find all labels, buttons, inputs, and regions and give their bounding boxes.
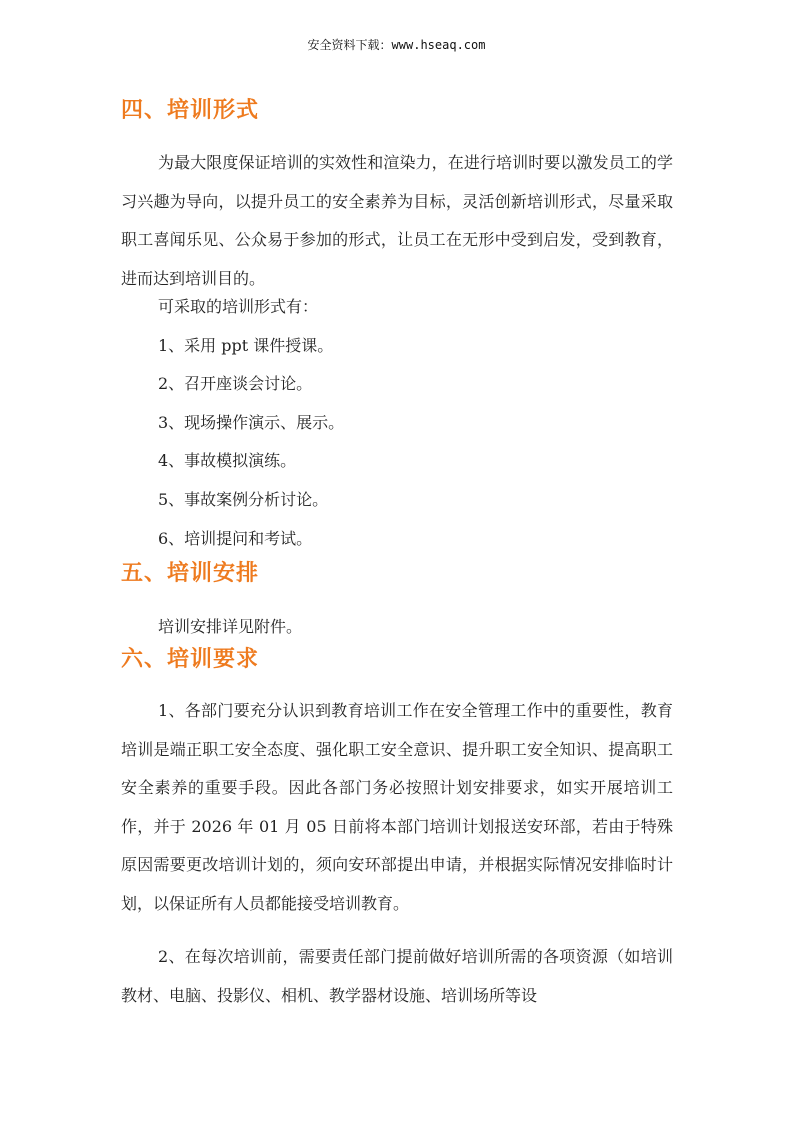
training-form-item-4: 4、事故模拟演练。 [158, 451, 297, 470]
page-header [0, 37, 793, 53]
section-6-heading: 六、培训要求 [121, 647, 260, 672]
training-form-item-1: 1、采用 ppt 课件授课。 [158, 336, 334, 355]
training-forms-title: 可采取的培训形式有： [158, 297, 319, 316]
section-4-heading: 四、培训形式 [121, 98, 260, 123]
section-6-para-2: 2、在每次培训前，需要责任部门提前做好培训所需的各项资源（如培训教材、电脑、投影仪、相机、教学器材设施、培训场所等设 [121, 947, 673, 1005]
training-form-item-6: 6、培训提问和考试。 [158, 529, 313, 548]
section-5-text: 培训安排详见附件。 [158, 617, 303, 636]
header-url[interactable]: www.hseaq.com [391, 38, 486, 52]
section-6-para-1: 1、各部门要充分认识到教育培训工作在安全管理工作中的重要性，教育培训是端正职工安全态度、强化职工安全意识、提升职工安全知识、提高职工安全素养的重要手段。因此各部门务必按照计划安排要求，如实开展培训工作，并于 2026 年 01 月 05 日前将本部门培训计划报送安环部，若由于特殊原因需要更改培训计划的，须向安环部提出申请，并根据实际情况安排临时计划，以保证所有人员都能接受培训教育。 [121, 701, 673, 913]
training-form-item-2: 2、召开座谈会讨论。 [158, 374, 313, 393]
header-label: 安全资料下载： [307, 38, 392, 52]
training-form-item-5: 5、事故案例分析讨论。 [158, 490, 329, 509]
section-5-heading: 五、培训安排 [121, 561, 260, 586]
section-4-intro: 为最大限度保证培训的实效性和渲染力，在进行培训时要以激发员工的学习兴趣为导向，以提升员工的安全素养为目标，灵活创新培训形式，尽量采取职工喜闻乐见、公众易于参加的形式，让员工在无形中受到启发，受到教育，进而达到培训目的。 [121, 153, 673, 288]
training-form-item-3: 3、现场操作演示、展示。 [158, 413, 345, 432]
